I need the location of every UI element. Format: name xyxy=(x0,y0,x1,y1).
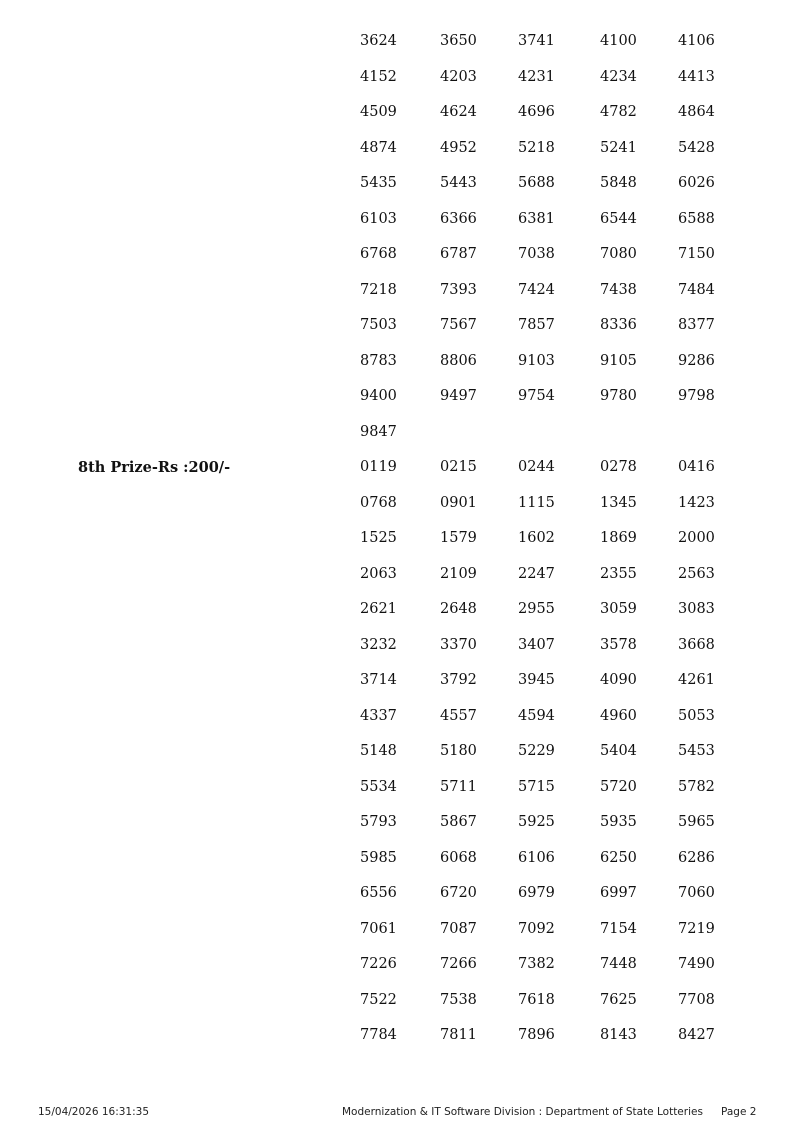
ticket-number: 4152 xyxy=(360,68,397,85)
ticket-number: 7490 xyxy=(678,956,715,972)
ticket-number: 7538 xyxy=(440,991,477,1008)
ticket-number: 7618 xyxy=(518,991,555,1008)
ticket-number: 2955 xyxy=(518,601,555,617)
ticket-number: 2648 xyxy=(440,601,477,617)
ticket-number: 7503 xyxy=(360,317,397,333)
ticket-number: 3668 xyxy=(678,636,715,653)
ticket-number: 7080 xyxy=(600,246,637,262)
ticket-number: 5453 xyxy=(678,743,715,759)
ticket-number: 9798 xyxy=(678,388,715,404)
number-row xyxy=(0,33,800,69)
ticket-number: 8377 xyxy=(678,317,715,333)
number-row xyxy=(0,885,800,921)
ticket-number: 5715 xyxy=(518,778,555,795)
ticket-number: 0901 xyxy=(440,494,477,511)
number-row xyxy=(0,992,800,1028)
footer-division: Modernization & IT Software Division : Department of State Lotteries xyxy=(342,1106,703,1118)
ticket-number: 4509 xyxy=(360,104,397,120)
ticket-number: 1345 xyxy=(600,494,637,511)
ticket-number: 3059 xyxy=(600,601,637,617)
ticket-number: 7219 xyxy=(678,920,715,937)
ticket-number: 5935 xyxy=(600,814,637,830)
ticket-number: 1525 xyxy=(360,530,397,546)
number-row xyxy=(0,1027,800,1063)
ticket-number: 2355 xyxy=(600,565,637,582)
ticket-number: 5985 xyxy=(360,849,397,866)
ticket-number: 6556 xyxy=(360,885,397,901)
ticket-number: 2563 xyxy=(678,565,715,582)
ticket-number: 3232 xyxy=(360,636,397,653)
number-row xyxy=(0,708,800,744)
ticket-number: 5053 xyxy=(678,707,715,724)
ticket-number: 1869 xyxy=(600,530,637,546)
ticket-number: 6997 xyxy=(600,885,637,901)
number-row xyxy=(0,424,800,460)
ticket-number: 4261 xyxy=(678,672,715,688)
ticket-number: 7448 xyxy=(600,956,637,972)
ticket-number: 7522 xyxy=(360,991,397,1008)
ticket-number: 5793 xyxy=(360,814,397,830)
number-row xyxy=(0,956,800,992)
ticket-number: 5404 xyxy=(600,743,637,759)
ticket-number: 4594 xyxy=(518,707,555,724)
ticket-number: 4874 xyxy=(360,139,397,156)
number-row xyxy=(0,175,800,211)
ticket-number: 2000 xyxy=(678,530,715,546)
ticket-number: 7811 xyxy=(440,1027,477,1043)
number-row xyxy=(0,459,800,495)
ticket-number: 2109 xyxy=(440,565,477,582)
ticket-number: 6544 xyxy=(600,210,637,227)
footer-datetime: 15/04/2026 16:31:35 xyxy=(38,1106,150,1118)
ticket-number: 4624 xyxy=(440,104,477,120)
ticket-number: 5180 xyxy=(440,743,477,759)
ticket-number: 8336 xyxy=(600,317,637,333)
ticket-number: 9103 xyxy=(518,352,555,369)
ticket-number: 3714 xyxy=(360,672,397,688)
ticket-number: 4090 xyxy=(600,672,637,688)
number-row xyxy=(0,850,800,886)
number-row xyxy=(0,637,800,673)
ticket-number: 3407 xyxy=(518,636,555,653)
ticket-number: 6250 xyxy=(600,849,637,866)
ticket-number: 1579 xyxy=(440,530,477,546)
ticket-number: 4231 xyxy=(518,68,555,85)
ticket-number: 0278 xyxy=(600,459,637,475)
ticket-number: 7438 xyxy=(600,281,637,298)
ticket-number: 6366 xyxy=(440,210,477,227)
ticket-number: 7567 xyxy=(440,317,477,333)
ticket-number: 3083 xyxy=(678,601,715,617)
ticket-number: 5443 xyxy=(440,175,477,191)
ticket-number: 7266 xyxy=(440,956,477,972)
ticket-number: 4234 xyxy=(600,68,637,85)
prize-label: 8th Prize-Rs :200/- xyxy=(78,459,231,476)
ticket-number: 7382 xyxy=(518,956,555,972)
ticket-number: 7625 xyxy=(600,991,637,1008)
ticket-number: 5229 xyxy=(518,743,555,759)
ticket-number: 7784 xyxy=(360,1027,397,1043)
number-row xyxy=(0,779,800,815)
ticket-number: 7218 xyxy=(360,281,397,298)
ticket-number: 4557 xyxy=(440,707,477,724)
number-row xyxy=(0,140,800,176)
ticket-number: 9105 xyxy=(600,352,637,369)
ticket-number: 3741 xyxy=(518,33,555,49)
ticket-number: 6381 xyxy=(518,210,555,227)
ticket-number: 4100 xyxy=(600,33,637,49)
ticket-number: 6588 xyxy=(678,210,715,227)
footer-page-number: Page 2 xyxy=(721,1106,757,1118)
ticket-number: 4106 xyxy=(678,33,715,49)
ticket-number: 4337 xyxy=(360,707,397,724)
ticket-number: 5241 xyxy=(600,139,637,156)
number-row xyxy=(0,530,800,566)
ticket-number: 7484 xyxy=(678,281,715,298)
ticket-number: 0416 xyxy=(678,459,715,475)
ticket-number: 5688 xyxy=(518,175,555,191)
ticket-number: 7150 xyxy=(678,246,715,262)
ticket-number: 7896 xyxy=(518,1027,555,1043)
ticket-number: 5435 xyxy=(360,175,397,191)
ticket-number: 9286 xyxy=(678,352,715,369)
ticket-number: 3792 xyxy=(440,672,477,688)
ticket-number: 2247 xyxy=(518,565,555,582)
ticket-number: 9754 xyxy=(518,388,555,404)
number-row xyxy=(0,814,800,850)
ticket-number: 5711 xyxy=(440,778,477,795)
ticket-number: 8143 xyxy=(600,1027,637,1043)
ticket-number: 6026 xyxy=(678,175,715,191)
ticket-number: 7857 xyxy=(518,317,555,333)
ticket-number: 6068 xyxy=(440,849,477,866)
ticket-number: 3370 xyxy=(440,636,477,653)
ticket-number: 7393 xyxy=(440,281,477,298)
ticket-number: 6720 xyxy=(440,885,477,901)
ticket-number: 1602 xyxy=(518,530,555,546)
ticket-number: 3650 xyxy=(440,33,477,49)
ticket-number: 6103 xyxy=(360,210,397,227)
number-row xyxy=(0,246,800,282)
ticket-number: 1115 xyxy=(518,494,555,511)
number-row xyxy=(0,211,800,247)
ticket-number: 7708 xyxy=(678,991,715,1008)
ticket-number: 6768 xyxy=(360,246,397,262)
ticket-number: 7060 xyxy=(678,885,715,901)
page-footer xyxy=(0,1106,800,1122)
ticket-number: 8427 xyxy=(678,1027,715,1043)
number-row xyxy=(0,104,800,140)
number-row xyxy=(0,566,800,602)
ticket-number: 9400 xyxy=(360,388,397,404)
number-row xyxy=(0,601,800,637)
ticket-number: 4696 xyxy=(518,104,555,120)
ticket-number: 7226 xyxy=(360,956,397,972)
ticket-number: 4413 xyxy=(678,68,715,85)
number-row xyxy=(0,353,800,389)
ticket-number: 5218 xyxy=(518,139,555,156)
ticket-number: 7087 xyxy=(440,920,477,937)
ticket-number: 5965 xyxy=(678,814,715,830)
ticket-number: 0215 xyxy=(440,459,477,475)
ticket-number: 7038 xyxy=(518,246,555,262)
ticket-number: 9847 xyxy=(360,423,397,440)
ticket-number: 9497 xyxy=(440,388,477,404)
ticket-number: 5720 xyxy=(600,778,637,795)
ticket-number: 6979 xyxy=(518,885,555,901)
ticket-number: 6787 xyxy=(440,246,477,262)
number-row xyxy=(0,69,800,105)
ticket-number: 0244 xyxy=(518,459,555,475)
ticket-number: 3624 xyxy=(360,33,397,49)
number-row xyxy=(0,921,800,957)
ticket-number: 3945 xyxy=(518,672,555,688)
ticket-number: 7154 xyxy=(600,920,637,937)
ticket-number: 7092 xyxy=(518,920,555,937)
ticket-number: 6106 xyxy=(518,849,555,866)
ticket-number: 2621 xyxy=(360,601,397,617)
number-row xyxy=(0,388,800,424)
ticket-number: 5782 xyxy=(678,778,715,795)
ticket-number: 9780 xyxy=(600,388,637,404)
ticket-number: 7061 xyxy=(360,920,397,937)
number-row xyxy=(0,495,800,531)
number-row xyxy=(0,317,800,353)
ticket-number: 5867 xyxy=(440,814,477,830)
ticket-number: 5925 xyxy=(518,814,555,830)
ticket-number: 5534 xyxy=(360,778,397,795)
ticket-number: 4782 xyxy=(600,104,637,120)
number-row xyxy=(0,672,800,708)
ticket-number: 4203 xyxy=(440,68,477,85)
ticket-number: 5428 xyxy=(678,139,715,156)
ticket-number: 3578 xyxy=(600,636,637,653)
ticket-number: 5848 xyxy=(600,175,637,191)
ticket-number: 0119 xyxy=(360,459,397,475)
ticket-number: 5148 xyxy=(360,743,397,759)
ticket-number: 8806 xyxy=(440,352,477,369)
number-row xyxy=(0,282,800,318)
ticket-number: 7424 xyxy=(518,281,555,298)
ticket-number: 1423 xyxy=(678,494,715,511)
ticket-number: 6286 xyxy=(678,849,715,866)
ticket-number: 4864 xyxy=(678,104,715,120)
ticket-number: 4960 xyxy=(600,707,637,724)
ticket-number: 2063 xyxy=(360,565,397,582)
number-row xyxy=(0,743,800,779)
ticket-number: 8783 xyxy=(360,352,397,369)
ticket-number: 4952 xyxy=(440,139,477,156)
ticket-number: 0768 xyxy=(360,494,397,511)
